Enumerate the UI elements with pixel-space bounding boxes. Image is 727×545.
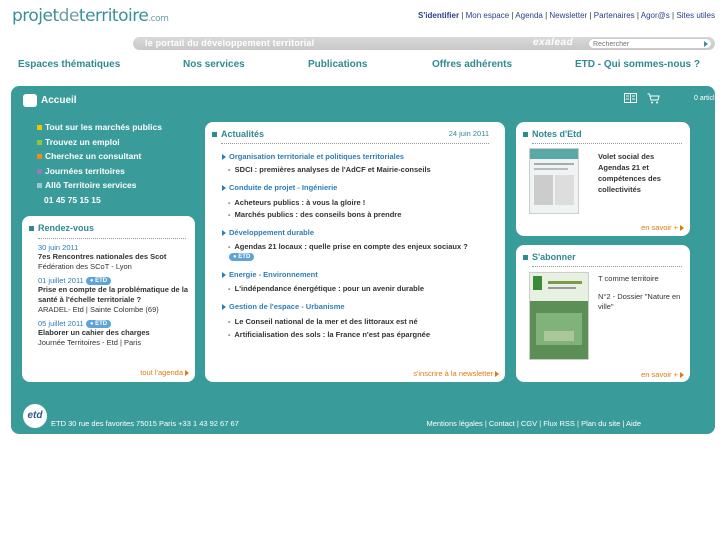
document-cover-icon (530, 149, 578, 213)
event-date: 30 juin 2011 (38, 243, 79, 252)
news-item[interactable]: - Acheteurs publics : à vous la gloire ! (228, 198, 366, 207)
rendezvous-title-text: Rendez-vous (38, 223, 95, 233)
events-list (38, 243, 193, 348)
news-section (222, 270, 502, 293)
news-title (212, 129, 264, 139)
tagline: le portail du développement territorial (145, 38, 315, 48)
etd-badge-text: ETD (95, 321, 108, 328)
event-sub: Fédération des SCoT - Lyon (38, 262, 132, 271)
site-logo[interactable] (12, 6, 168, 26)
event-date-row (38, 276, 193, 285)
main-frame (11, 86, 727, 434)
green-square-icon (37, 140, 42, 145)
subscribe-title (523, 252, 576, 262)
home-icon (23, 94, 37, 107)
my-space-link[interactable]: Mon espace (465, 11, 510, 20)
cart-icon[interactable] (647, 93, 660, 104)
quick-link-emploi[interactable] (37, 137, 162, 147)
etd-badge: ● ETD (86, 320, 111, 328)
partners-link[interactable]: Partenaires (593, 11, 635, 20)
event-title: 7es Rencontres nationales des Scot (38, 252, 167, 261)
search-input[interactable] (593, 41, 701, 48)
news-title-text: Actualités (221, 129, 265, 139)
agenda-link[interactable]: Agenda (515, 11, 543, 20)
quick-link-label: Tout sur les marchés publics (45, 122, 162, 132)
notes-more-link[interactable] (641, 223, 684, 232)
notes-text[interactable]: Volet social des Agendas 21 et compétences des collectivités (598, 152, 661, 194)
etd-badge-text: ETD (95, 278, 108, 285)
square-bullet-icon (212, 132, 217, 137)
notes-cover-thumbnail[interactable] (529, 148, 579, 214)
quick-link-journees[interactable] (37, 166, 162, 176)
logo-suffix: .com (148, 14, 169, 24)
blue-square-icon (37, 183, 42, 188)
nav-espaces-thematiques[interactable]: Espaces thématiques (18, 59, 121, 70)
square-bullet-icon (523, 132, 528, 137)
quick-links (37, 122, 162, 209)
news-item[interactable]: - Agendas 21 locaux : quelle prise en compte des enjeux sociaux ? (228, 242, 468, 251)
triangle-right-icon (222, 185, 226, 191)
square-bullet-icon (29, 226, 34, 231)
quick-link-marches[interactable] (37, 122, 162, 132)
nav-publications[interactable]: Publications (308, 59, 368, 70)
notes-more-text: en savoir + (641, 223, 678, 232)
footer-link-mentions[interactable]: Mentions légales (426, 419, 483, 428)
subscribe-panel (516, 245, 690, 382)
news-item-text: SDCI : premières analyses de l'AdCF et Mairie-conseils (234, 165, 431, 174)
etd-badge: ● ETD (229, 253, 254, 261)
tagline-bar (133, 37, 715, 50)
etd-badge: ● ETD (86, 277, 111, 285)
arrow-right-icon (680, 372, 684, 378)
etd-badge-text: ETD (238, 253, 251, 260)
news-section (222, 228, 502, 261)
top-links: S'identifier | Mon espace | Agenda | Newsletter | Partenaires | Agor@s | Sites utiles (418, 11, 715, 20)
news-category[interactable] (222, 228, 502, 237)
nav-offres-adherents[interactable]: Offres adhérents (432, 59, 513, 70)
subscribe-line-1: T comme territoire (598, 274, 659, 283)
footer-link-sitemap[interactable]: Plan du site (581, 419, 621, 428)
page-title-text: Accueil (41, 95, 77, 107)
news-date: 24 juin 2011 (448, 129, 489, 138)
news-item-text: Artificialisation des sols : la France n'est pas épargnée (234, 330, 430, 339)
login-link[interactable]: S'identifier (418, 11, 460, 20)
footer-link-cgv[interactable]: CGV (520, 419, 538, 428)
news-category-text: Energie - Environnement (229, 270, 318, 279)
news-item-text: Le Conseil national de la mer et des littoraux est né (234, 317, 418, 326)
search-box (588, 38, 712, 49)
notes-panel (516, 122, 690, 236)
event-item[interactable] (38, 276, 193, 315)
event-item[interactable] (38, 243, 193, 272)
news-item-text: Marchés publics : des conseils bons à prendre (234, 210, 402, 219)
news-item[interactable]: - Le Conseil national de la mer et des littoraux est né (228, 317, 418, 326)
newsletter-signup-text: s'inscrire à la newsletter (413, 369, 493, 378)
event-title: Prise en compte de la problématique de la santé à l'échelle territoriale ? (38, 285, 189, 305)
magazine-cover-icon (530, 273, 588, 359)
event-date: 01 juillet 2011 (38, 276, 84, 285)
main-nav (0, 59, 727, 73)
news-item[interactable]: - Artificialisation des sols : la France n'est pas épargnée (228, 330, 430, 339)
newsletter-link[interactable]: Newsletter (549, 11, 588, 20)
footer-link-rss[interactable]: Flux RSS (543, 419, 575, 428)
news-category[interactable] (222, 302, 502, 311)
subscribe-more-text: en savoir + (641, 370, 678, 379)
nav-qui-sommes-nous[interactable]: ETD - Qui sommes-nous ? (575, 59, 701, 70)
news-category[interactable] (222, 183, 502, 192)
page-title (23, 94, 77, 107)
arrow-right-icon (185, 370, 189, 376)
event-item[interactable] (38, 319, 193, 348)
magazine-cover-thumbnail[interactable] (529, 272, 589, 360)
news-category-text: Organisation territoriale et politiques territoriales (229, 152, 405, 161)
catalog-icon[interactable] (624, 93, 637, 103)
newsletter-signup-link[interactable] (413, 369, 499, 378)
news-section (222, 152, 502, 174)
footer-links: Mentions légales | Contact | CGV | Flux RSS | Plan du site | Aide (426, 419, 641, 428)
cart-count: 0 article(s) (694, 95, 727, 102)
news-panel (205, 122, 505, 382)
divider (532, 143, 682, 144)
news-item-badge-row (229, 252, 502, 261)
news-category-text: Conduite de projet - Ingénierie (229, 183, 338, 192)
news-category[interactable] (222, 152, 502, 161)
etd-logo[interactable]: etd (23, 404, 47, 428)
subscribe-title-text: S'abonner (532, 252, 576, 262)
logo-part-2: de (58, 6, 79, 26)
event-date-row (38, 319, 193, 328)
footer-address: ETD 30 rue des favorites 75015 Paris +33 1 43 92 67 67 (51, 419, 239, 428)
triangle-right-icon (222, 230, 226, 236)
divider (532, 266, 682, 267)
arrow-right-icon (495, 371, 499, 377)
news-category[interactable] (222, 270, 502, 279)
news-section (222, 302, 502, 339)
search-submit-icon[interactable] (704, 41, 708, 47)
rendezvous-title (29, 223, 94, 233)
event-sub: Journée Territoires - Etd | Paris (38, 338, 142, 348)
divider (38, 238, 186, 239)
subscribe-line-2: N°2 - Dossier "Nature en ville" (598, 292, 681, 311)
event-title: Elaborer un cahier des charges (38, 328, 150, 338)
news-section (222, 183, 502, 219)
quick-link-consultant[interactable] (37, 151, 162, 161)
subscribe-more-link[interactable] (641, 370, 684, 379)
news-item[interactable]: - Marchés publics : des conseils bons à prendre (228, 210, 402, 219)
agenda-more-link[interactable] (140, 368, 189, 377)
triangle-right-icon (222, 154, 226, 160)
footer-link-help[interactable]: Aide (625, 419, 641, 428)
triangle-right-icon (222, 304, 226, 310)
footer-link-contact[interactable]: Contact (488, 419, 515, 428)
exalead-logo: exalead (533, 37, 574, 48)
event-date: 05 juillet 2011 (38, 319, 84, 329)
news-category-text: Développement durable (229, 228, 315, 237)
rendezvous-panel (22, 216, 195, 382)
quick-link-label: Allô Territoire services (45, 180, 137, 190)
logo-part-1: projet (12, 6, 59, 26)
purple-square-icon (37, 169, 42, 174)
yellow-square-icon (37, 125, 42, 130)
notes-title (523, 129, 582, 139)
quick-link-label: Trouvez un emploi (45, 136, 120, 147)
phone-number: 01 45 75 15 15 (44, 194, 101, 205)
agoras-link[interactable]: Agor@s (640, 11, 670, 20)
orange-square-icon (37, 154, 42, 159)
news-item[interactable]: - L'indépendance énergétique : pour un avenir durable (228, 284, 424, 293)
news-item[interactable]: - SDCI : premières analyses de l'AdCF et Mairie-conseils (228, 165, 431, 174)
quick-link-label: Cherchez un consultant (45, 151, 142, 161)
notes-title-text: Notes d'Etd (532, 129, 582, 139)
news-list (222, 152, 502, 339)
nav-nos-services[interactable]: Nos services (183, 59, 245, 70)
square-bullet-icon (523, 255, 528, 260)
logo-part-3: territoire (78, 6, 149, 26)
news-item-text: L'indépendance énergétique : pour un avenir durable (234, 284, 424, 293)
arrow-right-icon (680, 225, 684, 231)
useful-sites-link[interactable]: Sites utiles (676, 11, 715, 20)
quick-link-label: Journées territoires (45, 165, 125, 176)
event-sub: ARADEL- Etd | Sainte Colombe (69) (38, 305, 159, 315)
news-item-text: Acheteurs publics : à vous la gloire ! (234, 198, 366, 207)
news-item-text: Agendas 21 locaux : quelle prise en compte des enjeux sociaux ? (234, 242, 468, 251)
news-category-text: Gestion de l'espace - Urbanisme (229, 302, 345, 311)
triangle-right-icon (222, 272, 226, 278)
agenda-more-text: tout l'agenda (140, 368, 183, 377)
divider (221, 143, 489, 144)
quick-link-allo[interactable] (37, 180, 162, 190)
